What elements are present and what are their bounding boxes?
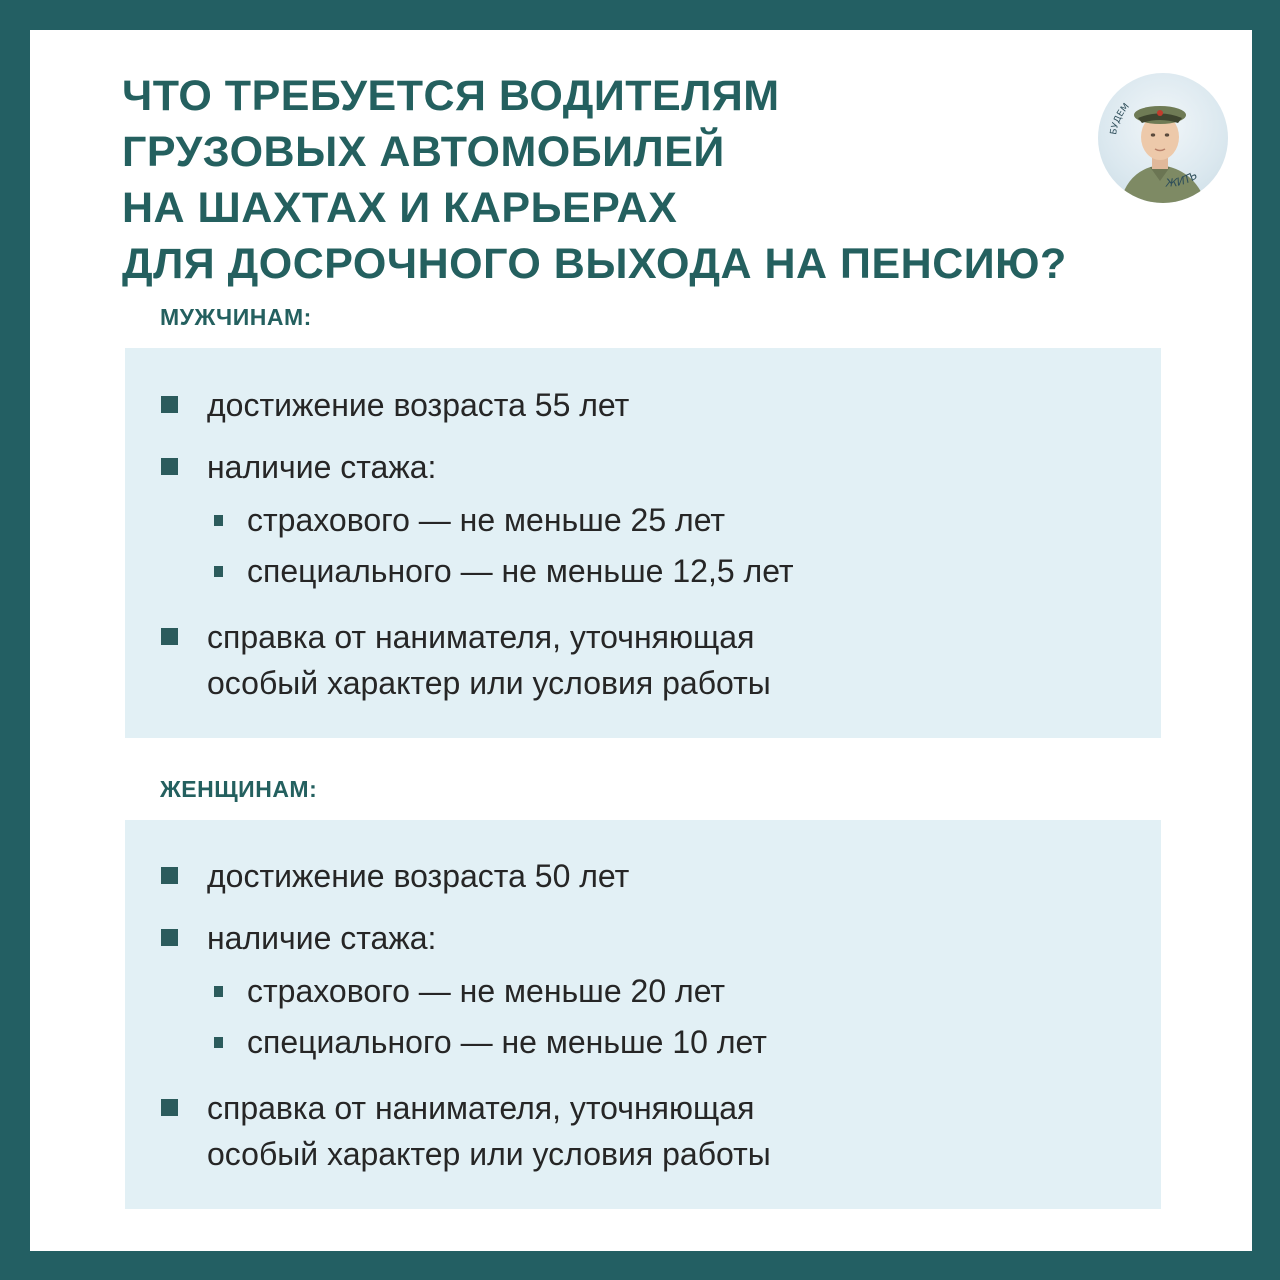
small-bullet-icon: [214, 566, 223, 577]
soldier-portrait-logo: [1098, 73, 1228, 203]
square-bullet-icon: [161, 458, 178, 475]
men-certificate-line1: справка от нанимателя, уточняющая: [207, 619, 755, 655]
square-bullet-icon: [161, 628, 178, 645]
men-certificate-item: [207, 614, 771, 706]
men-special-subitem: [247, 548, 794, 594]
men-special-text: специального — не меньше 12,5 лет: [247, 553, 794, 589]
title-line-3: НА ШАХТАХ И КАРЬЕРАХ: [122, 184, 678, 232]
men-experience-item: [207, 444, 436, 490]
women-special-text: специального — не меньше 10 лет: [247, 1024, 767, 1060]
small-bullet-icon: [214, 986, 223, 997]
logo-text-top: БУДЕМ: [1109, 101, 1132, 136]
women-experience-item: [207, 915, 436, 961]
women-special-subitem: [247, 1019, 767, 1065]
men-insurance-subitem: [247, 497, 725, 543]
title-line-2: ГРУЗОВЫХ АВТОМОБИЛЕЙ: [122, 128, 725, 176]
women-experience-text: наличие стажа:: [207, 920, 437, 956]
women-age-text: достижение возраста 50 лет: [207, 858, 630, 894]
women-certificate-line1: справка от нанимателя, уточняющая: [207, 1090, 755, 1126]
women-insurance-subitem: [247, 968, 725, 1014]
men-age-item: [207, 382, 629, 428]
women-requirements-panel: [125, 820, 1161, 1209]
infographic-card: [30, 30, 1252, 1251]
square-bullet-icon: [161, 929, 178, 946]
women-age-item: [207, 853, 629, 899]
women-certificate-item: [207, 1085, 771, 1177]
square-bullet-icon: [161, 1099, 178, 1116]
women-certificate-line2: особый характер или условия работы: [207, 1136, 771, 1172]
men-age-text: достижение возраста 55 лет: [207, 387, 630, 423]
title-line-1: ЧТО ТРЕБУЕТСЯ ВОДИТЕЛЯМ: [122, 72, 780, 120]
square-bullet-icon: [161, 867, 178, 884]
page-title: [122, 68, 1182, 292]
logo-text-bottom: ЖИТЬ: [1165, 168, 1200, 190]
men-section-label: МУЖЧИНАМ:: [160, 304, 312, 330]
women-section-label: ЖЕНЩИНАМ:: [160, 776, 318, 802]
small-bullet-icon: [214, 515, 223, 526]
men-certificate-line2: особый характер или условия работы: [207, 665, 771, 701]
men-insurance-text: страхового — не меньше 25 лет: [247, 502, 726, 538]
men-experience-text: наличие стажа:: [207, 449, 437, 485]
small-bullet-icon: [214, 1037, 223, 1048]
svg-text:БУДЕМ: [1109, 102, 1132, 136]
men-requirements-panel: [125, 348, 1161, 738]
title-line-4: ДЛЯ ДОСРОЧНОГО ВЫХОДА НА ПЕНСИЮ?: [122, 240, 1067, 288]
women-insurance-text: страхового — не меньше 20 лет: [247, 973, 726, 1009]
square-bullet-icon: [161, 396, 178, 413]
soldier-portrait-icon: [1098, 73, 1228, 203]
